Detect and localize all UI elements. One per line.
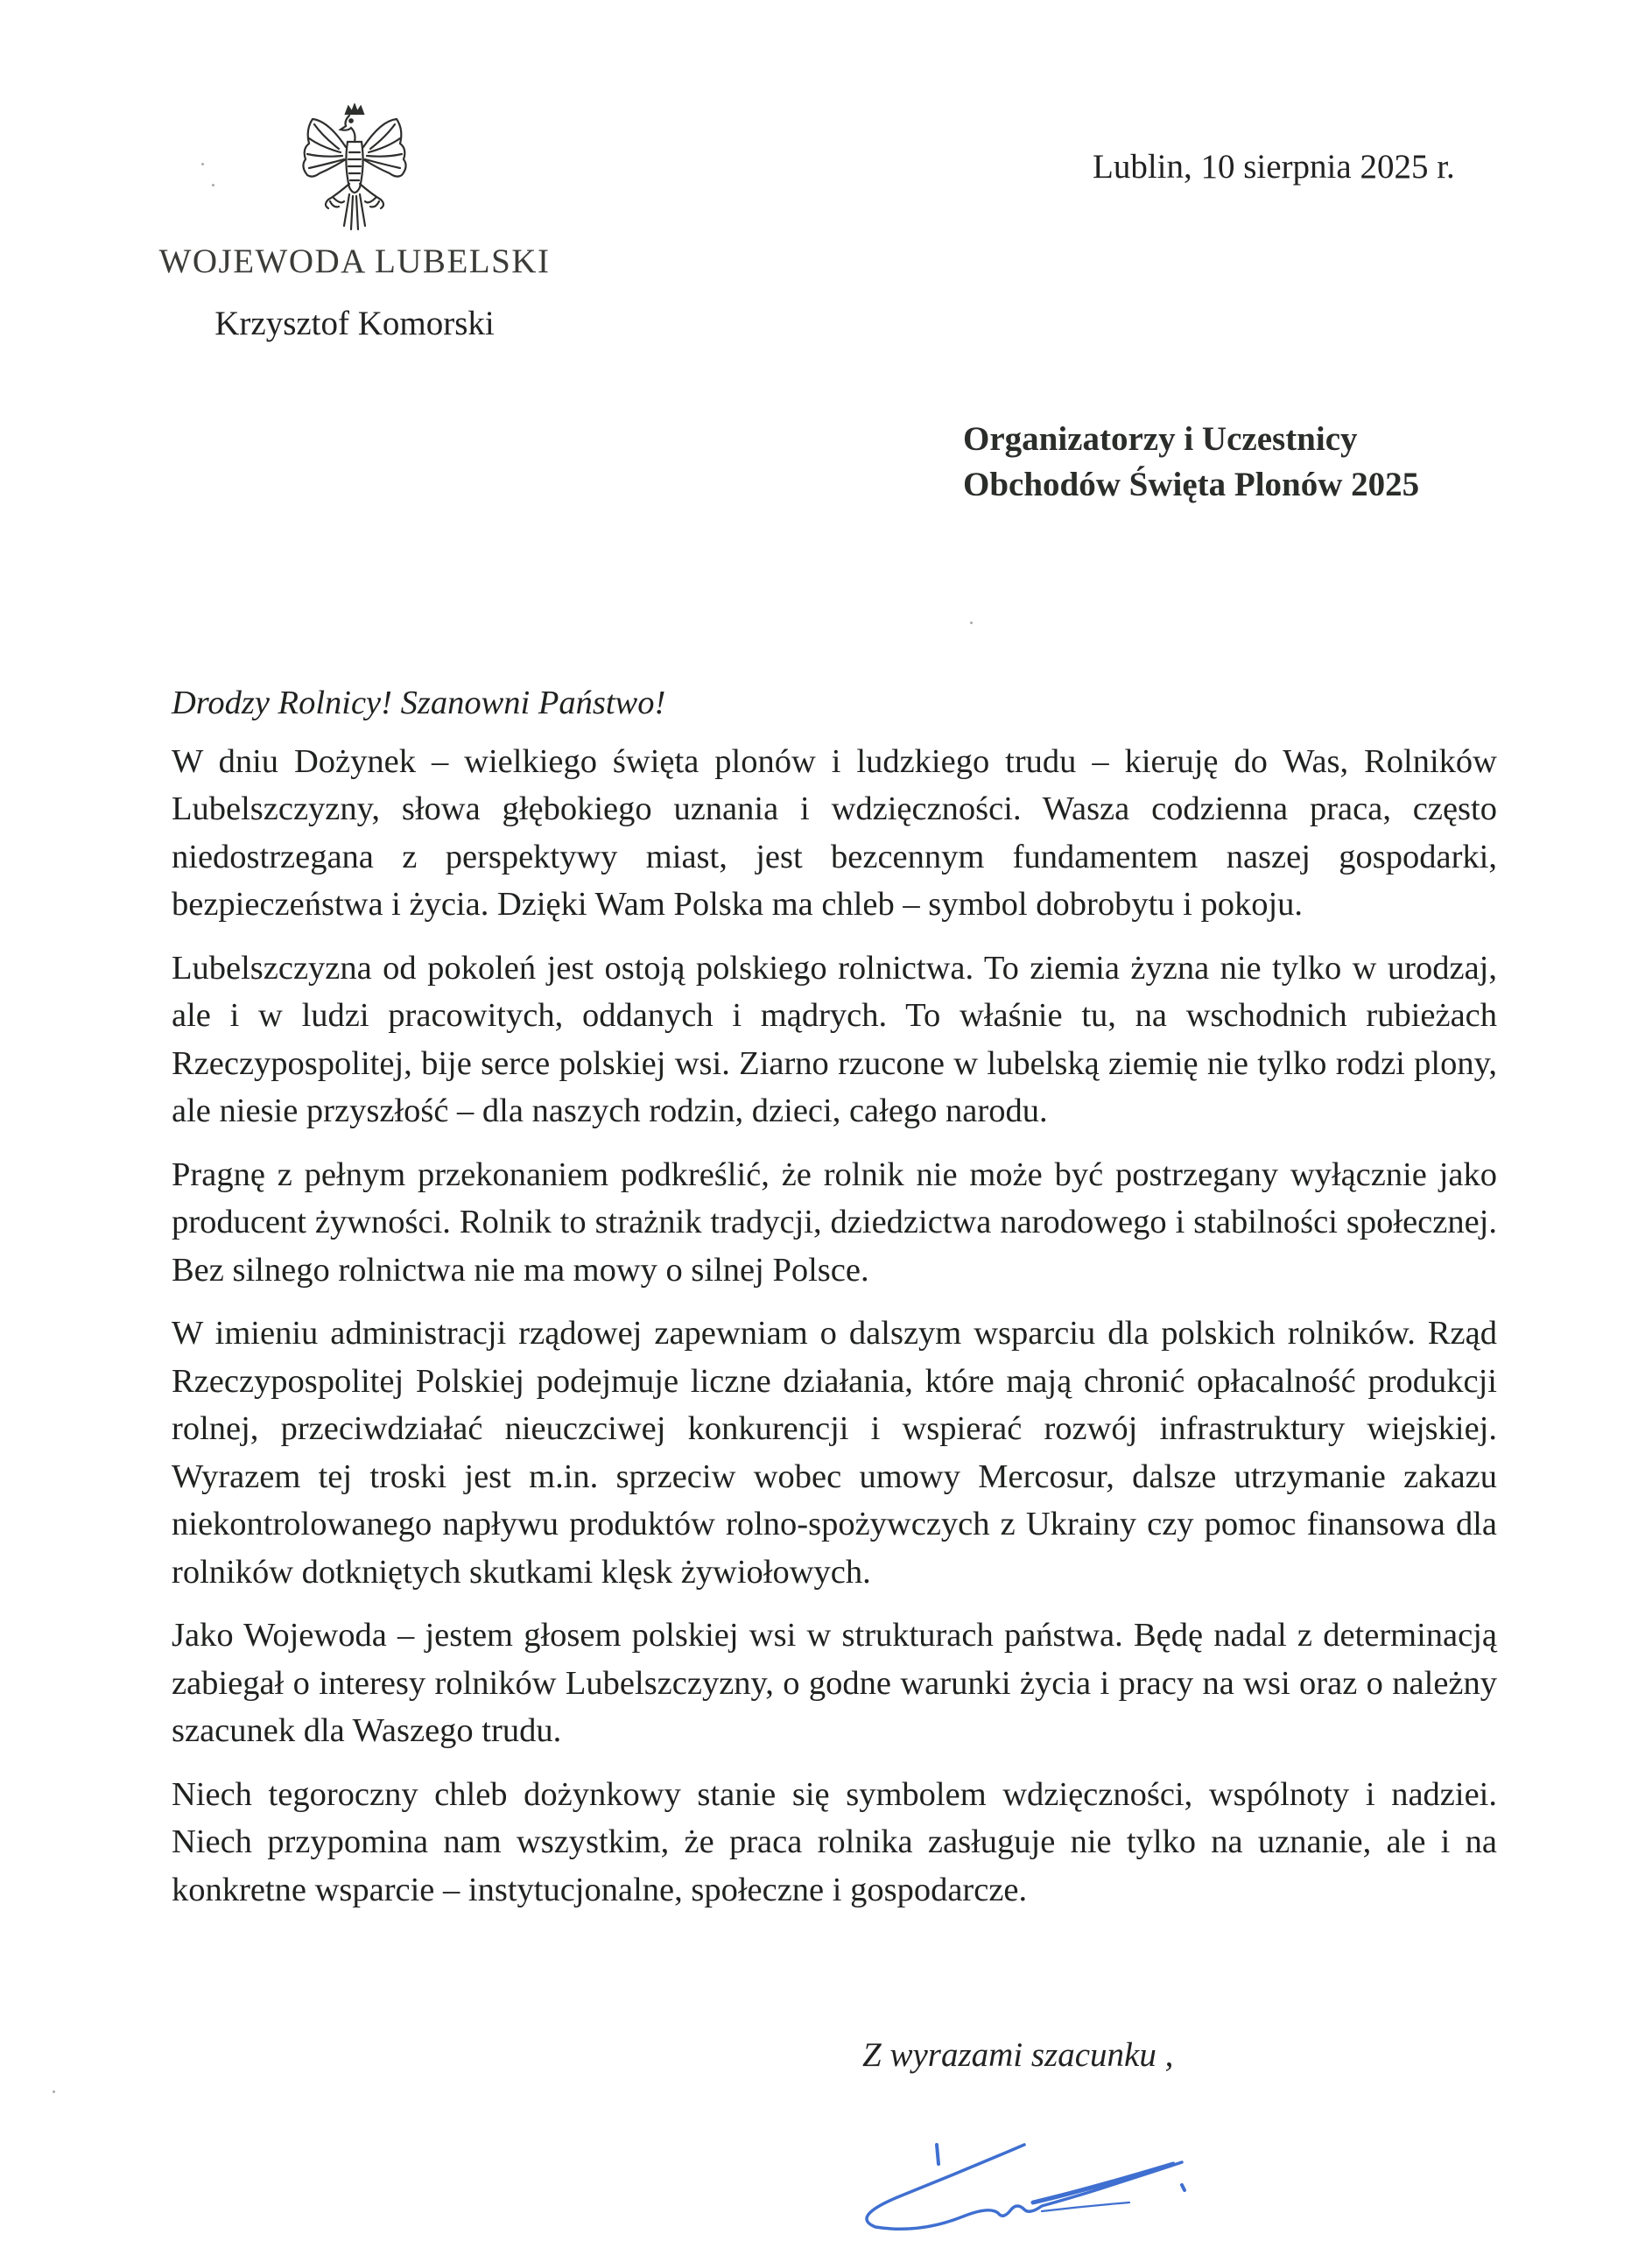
addressee-line-2: Obchodów Święta Plonów 2025 <box>963 466 1420 503</box>
scan-speck <box>970 622 973 624</box>
addressee-line-1: Organizatorzy i Uczestnicy <box>963 420 1358 458</box>
closing-phrase: Z wyrazami szacunku , <box>862 2036 1174 2074</box>
scan-speck <box>53 2090 55 2093</box>
office-title: WOJEWODA LUBELSKI <box>158 242 551 280</box>
paragraph-6: Niech tegoroczny chleb dożynkowy stanie się symbolem wdzięczności, wspólnoty i nadziei. Niech przypomina nam wszystkim, że praca rolnika zasługuje nie tylko na uznanie, ale i na konkretne wsparcie – instytucjonalne, społeczne i gospodarcze. <box>172 1775 1497 1908</box>
addressee <box>963 417 1419 508</box>
scan-speck <box>201 163 204 165</box>
paragraph-2: Lubelszczyzna od pokoleń jest ostoją polskiego rolnictwa. To ziemia żyzna nie tylko w urodzaj, ale i w ludzi pracowitych, oddanych i mądrych. To właśnie tu, na wschodnich rubieżach Rzeczypospolitej, bije serce polskiej wsi. Ziarno rzucone w lubelską ziemię nie tylko rodzi plony, ale niesie przyszłość – dla naszych rodzin, dzieci, całego narodu. <box>172 949 1497 1129</box>
official-name: Krzysztof Komorski <box>214 305 495 342</box>
letterhead <box>149 103 560 343</box>
place-date: Lublin, 10 sierpnia 2025 r. <box>1093 148 1455 186</box>
handwritten-signature-icon <box>823 2118 1208 2241</box>
salutation: Drodzy Rolnicy! Szanowni Państwo! <box>172 685 666 721</box>
scan-speck <box>212 184 214 186</box>
paragraph-5: Jako Wojewoda – jestem głosem polskiej wsi w strukturach państwa. Będę nadal z determinacją zabiegał o interesy rolników Lubelszczyzny, o godne warunki życia i pracy na wsi oraz o należny szacunek dla Waszego trudu. <box>172 1617 1497 1749</box>
letter-body <box>172 679 1497 1929</box>
paragraph-4: W imieniu administracji rządowej zapewniam o dalszym wsparciu dla polskich rolników. Rząd Rzeczypospolitej Polskiej podejmuje liczne działania, które mają chronić opłacalność produkcji rolnej, przeciwdziałać nieuczciwej konkurencji i wspierać rozwój infrastruktury wiejskiej. Wyrazem tej troski jest m.in. sprzeciw wobec umowy Mercosur, dalsze utrzymanie zakazu niekontrolowanego napływu produktów rolno-spożywczych z Ukrainy czy pomoc finansowa dla rolników dotkniętych skutkami klęsk żywiołowych. <box>172 1315 1497 1591</box>
polish-eagle-emblem-icon <box>293 103 416 235</box>
paragraph-3: Pragnę z pełnym przekonaniem podkreślić, że rolnik nie może być postrzegany wyłącznie jako producent żywności. Rolnik to strażnik tradycji, dziedzictwa narodowego i stabilności społecznej. Bez silnego rolnictwa nie ma mowy o silnej Polsce. <box>172 1156 1497 1289</box>
paragraph-1: W dniu Dożynek – wielkiego święta plonów i ludzkiego trudu – kieruję do Was, Rolników Lubelszczyzny, słowa głębokiego uznania i wdzięczności. Wasza codzienna praca, często niedostrzegana z perspektywy miast, jest bezcennym fundamentem naszej gospodarki, bezpieczeństwa i życia. Dzięki Wam Polska ma chleb – symbol dobrobytu i pokoju. <box>172 742 1497 923</box>
